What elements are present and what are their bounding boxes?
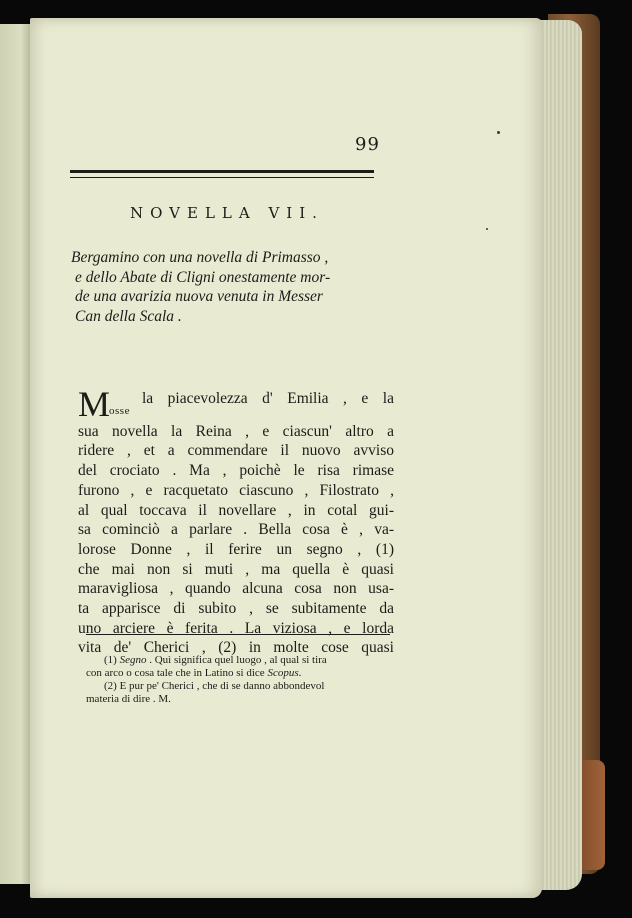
summary-line: Can della Scala . (75, 307, 182, 325)
footnote-2: (2) E pur pe' Cherici , che di se danno abbondevol (104, 680, 325, 692)
body-line-text: vita de' Cherici , (2) in molte cose quasi (78, 639, 394, 657)
body-line-text: che mai non si muti , ma quella è quasi (78, 560, 394, 578)
body-line (78, 579, 394, 599)
footnote-term: Segno (119, 654, 147, 666)
body-line-text: la piacevolezza d' Emilia , e la (141, 390, 394, 407)
body-line-text: maravigliosa , quando alcuna cosa non usa- (78, 580, 394, 598)
body-line (78, 481, 394, 501)
chapter-summary (71, 248, 387, 326)
body-line (78, 441, 394, 461)
body-line-text: ridere , et a commendare il nuovo avviso (78, 442, 394, 460)
summary-line: de una avarizia nuova venuta in Messer (75, 288, 323, 305)
body-line-text: al qual toccava il novellare , in cotal gui- (78, 501, 394, 519)
drop-cap: M (78, 384, 110, 424)
body-line-text: uno arciere è ferita . La viziosa , e lorda (78, 619, 394, 637)
footnotes (86, 654, 396, 706)
body-line-text: sa cominciò a parlare . Bella cosa è , va- (78, 521, 394, 539)
paper-speck (486, 228, 488, 230)
body-line-text: furono , e racquetato ciascuno , Filostrato , (78, 481, 394, 499)
header-rule (70, 170, 374, 178)
body-line-text: ta apparisce di subito , se subitamente da (78, 600, 394, 618)
body-line (78, 599, 394, 619)
chapter-title: NOVELLA VII. (130, 204, 324, 222)
summary-line: Bergamino con una novella di Primasso , (71, 249, 329, 266)
first-word-rest: osse (109, 405, 130, 417)
body-line (78, 384, 394, 424)
footnote-term: Scopus (267, 667, 299, 679)
body-line-text: sua novella la Reina , e ciascun' altro a (78, 422, 394, 440)
footnote-1-continued (86, 667, 396, 680)
paper-speck (497, 131, 500, 134)
first-word (78, 384, 130, 424)
body-line (78, 422, 394, 442)
summary-line: e dello Abate di Cligni onestamente mor- (75, 268, 331, 286)
footnote-text: . Quì significa quel luogo , al qual si tira (149, 654, 327, 666)
body-line (78, 540, 394, 560)
footnote-text: . (298, 667, 302, 679)
body-text (78, 384, 394, 658)
body-line (78, 520, 394, 540)
body-line (78, 619, 394, 639)
body-line (78, 461, 394, 481)
facing-page-edge (0, 24, 30, 884)
footnote-rule (86, 634, 390, 635)
body-line-text: lorose Donne , il ferire un segno , (1) (78, 540, 394, 558)
body-line-text: del crociato . Ma , poichè le risa rimase (78, 462, 394, 480)
body-line (78, 560, 394, 580)
body-line (78, 501, 394, 521)
footnote-1 (86, 654, 396, 667)
page-number: 99 (355, 134, 380, 155)
footnote-marker: (1) (104, 654, 117, 666)
footnote-2-continued: materia di dire . M. (86, 693, 171, 705)
footnote-text: con arco o cosa tale che in Latino si dice (86, 667, 265, 679)
